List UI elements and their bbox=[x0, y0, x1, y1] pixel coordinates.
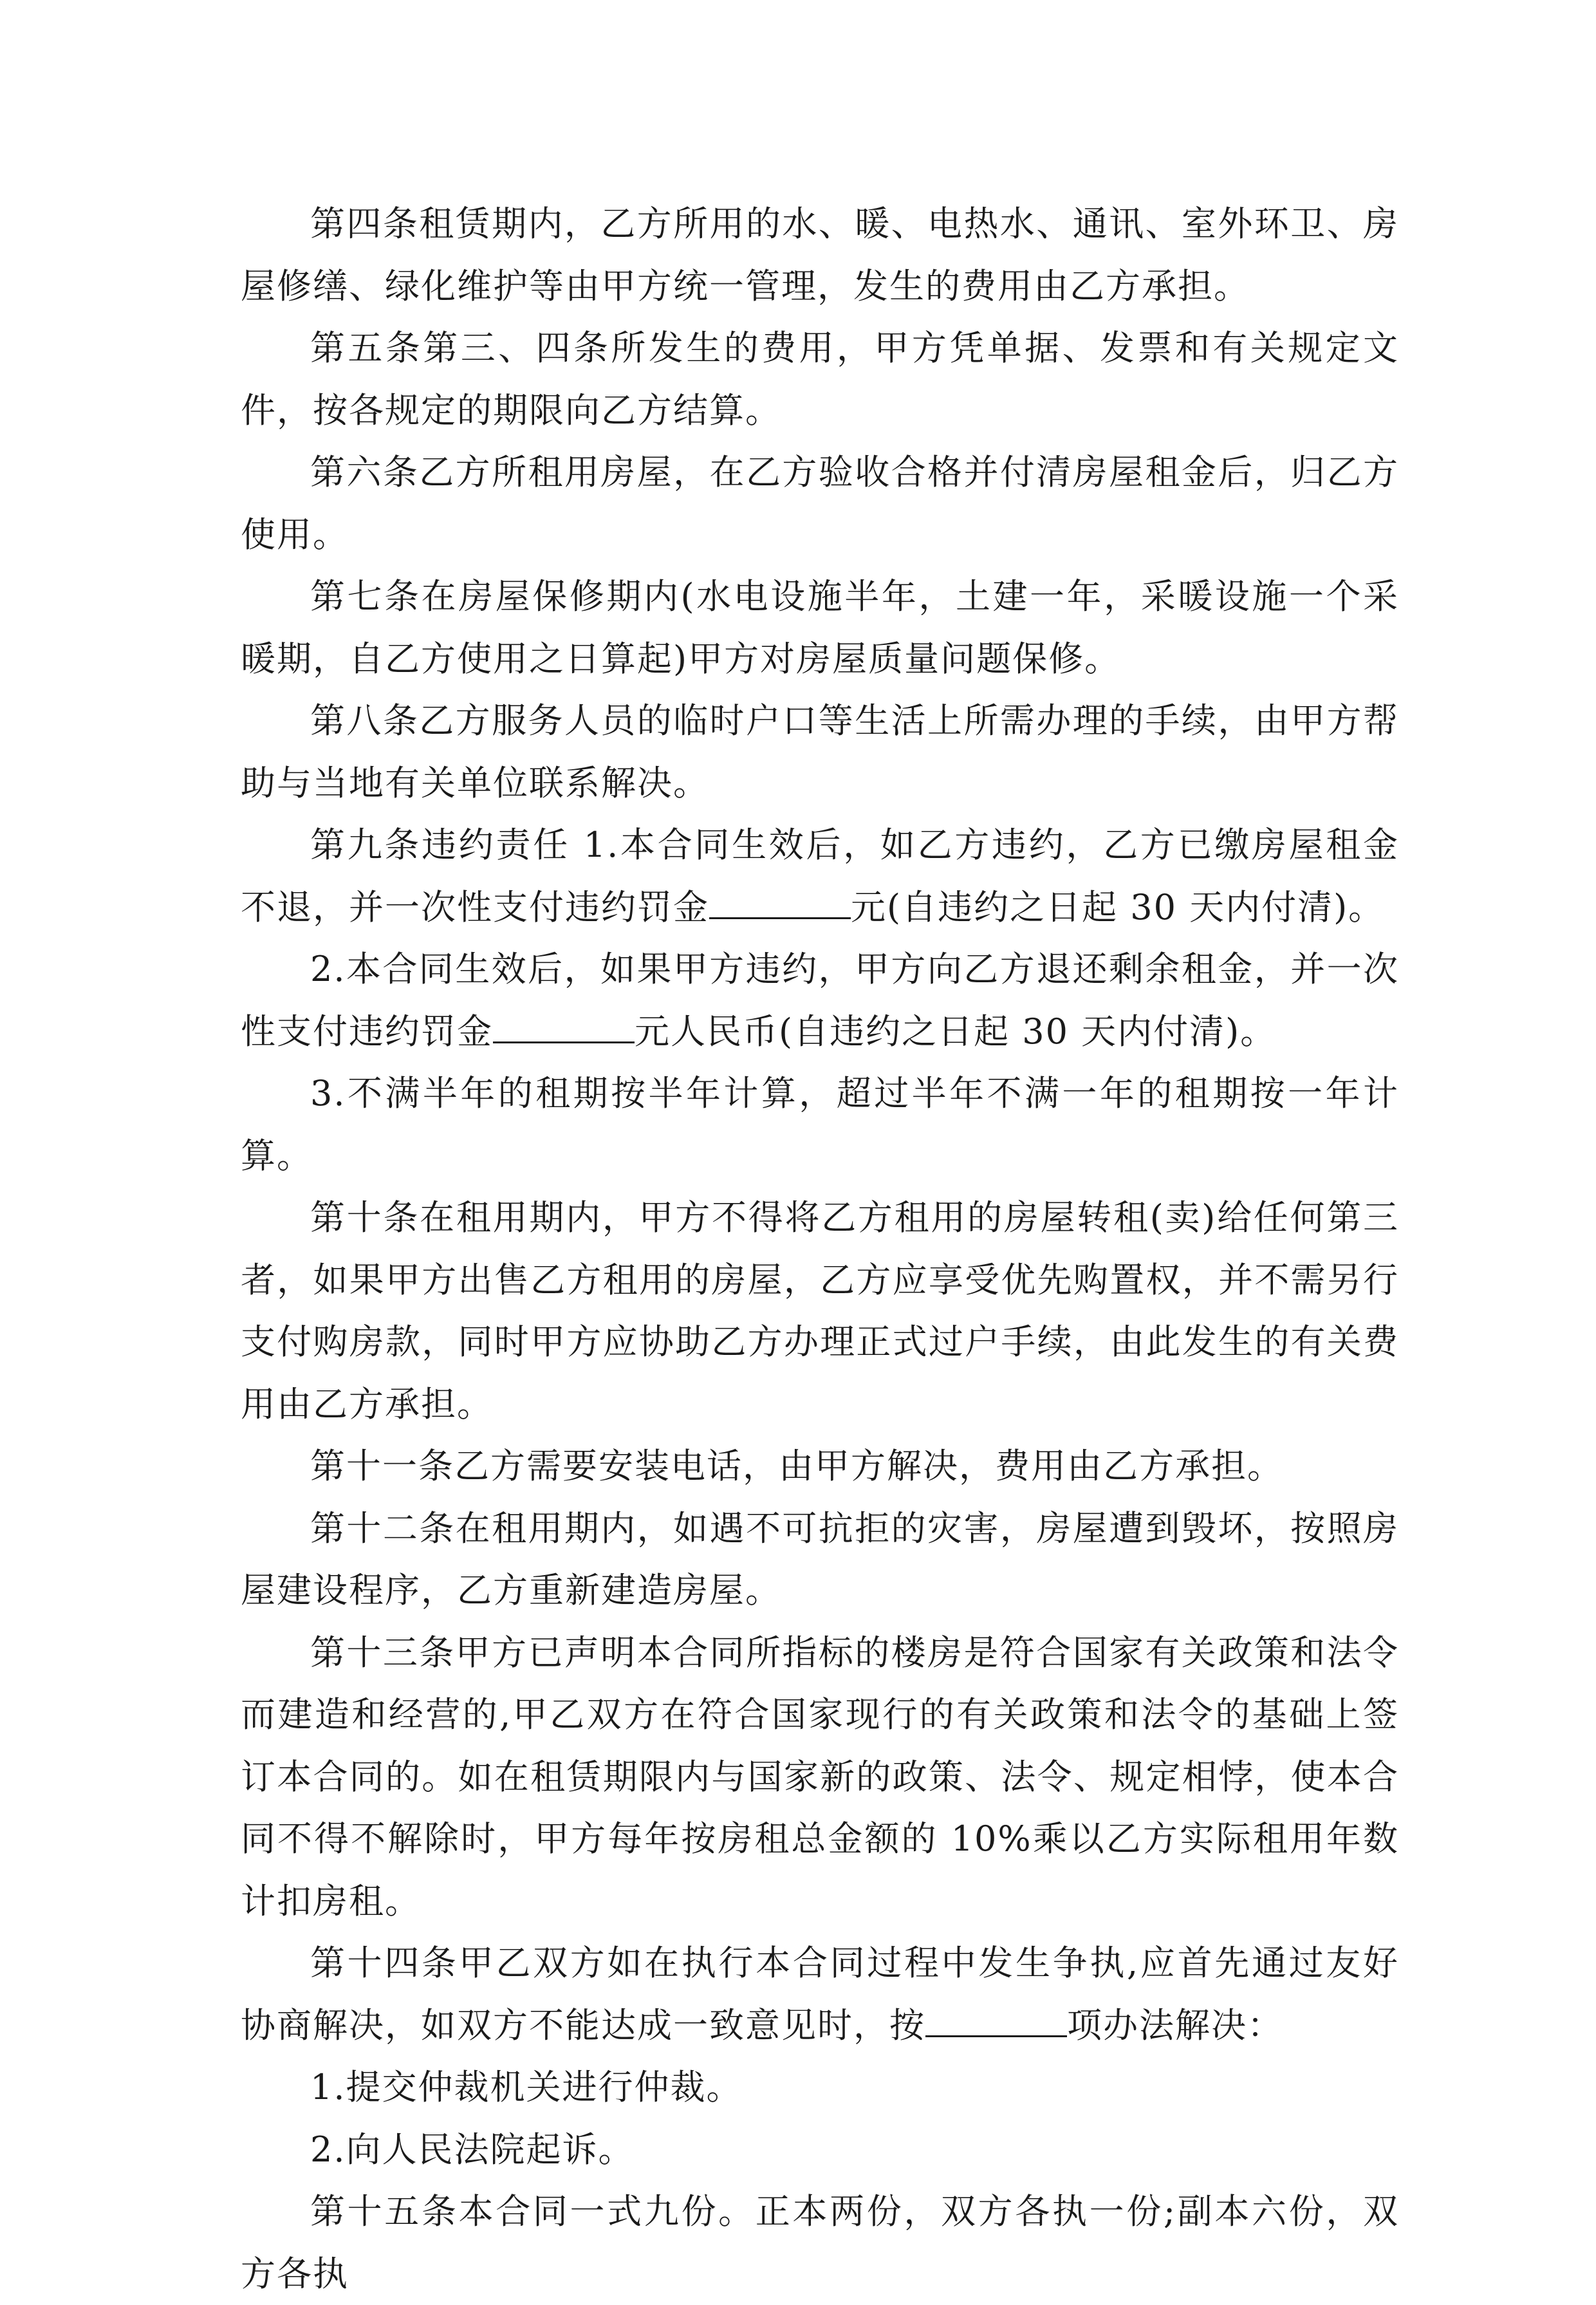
dispute-method-blank bbox=[925, 2004, 1067, 2037]
clause-9-item-2-before: 2.本合同生效后，如果甲方违约，甲方向乙方退还剩余租金，并一次性支付违约罚金 bbox=[241, 949, 1399, 1052]
contract-body bbox=[241, 193, 1399, 2305]
clause-9-item-1 bbox=[241, 814, 1399, 938]
clause-14 bbox=[241, 1932, 1399, 2057]
clause-14-after: 项办法解决： bbox=[1067, 2004, 1283, 2046]
clause-9-text-before: 第九条违约责任 1.本合同生效后，如乙方违约，乙方已缴房屋租金不退，并一次性支付违约罚金 bbox=[241, 825, 1399, 928]
clause-9-item-3: 3.不满半年的租期按半年计算，超过半年不满一年的租期按一年计算。 bbox=[241, 1073, 1399, 1176]
clause-8: 第八条乙方服务人员的临时户口等生活上所需办理的手续，由甲方帮助与当地有关单位联系解决。 bbox=[241, 700, 1399, 803]
clause-9-text-after: 元(自违约之日起 30 天内付清)。 bbox=[851, 886, 1385, 928]
clause-4: 第四条租赁期内，乙方所用的水、暖、电热水、通讯、室外环卫、房屋修缮、绿化维护等由甲方统一管理，发生的费用由乙方承担。 bbox=[241, 203, 1399, 306]
penalty-amount-blank bbox=[709, 886, 851, 919]
clause-14-option-2: 2.向人民法院起诉。 bbox=[310, 2129, 635, 2170]
clause-11: 第十一条乙方需要安装电话，由甲方解决，费用由乙方承担。 bbox=[310, 1446, 1283, 1486]
clause-6: 第六条乙方所租用房屋，在乙方验收合格并付清房屋租金后，归乙方使用。 bbox=[241, 452, 1399, 555]
clause-5: 第五条第三、四条所发生的费用，甲方凭单据、发票和有关规定文件，按各规定的期限向乙方结算。 bbox=[241, 328, 1399, 431]
clause-9-item-2-after: 元人民币(自违约之日起 30 天内付清)。 bbox=[635, 1011, 1277, 1052]
clause-13: 第十三条甲方已声明本合同所指标的楼房是符合国家有关政策和法令而建造和经营的,甲乙双方在符合国家现行的有关政策和法令的基础上签订本合同的。如在租赁期限内与国家新的政策、法令、规定相悖，使本合同不得不解除时，甲方每年按房租总金额的 10%乘以乙方实际租用年数计扣房租。 bbox=[241, 1632, 1399, 1921]
clause-9-item-2 bbox=[241, 938, 1399, 1063]
clause-14-option-1: 1.提交仲裁机关进行仲裁。 bbox=[310, 2067, 743, 2107]
clause-7: 第七条在房屋保修期内(水电设施半年，土建一年，采暖设施一个采暖期，自乙方使用之日算起)甲方对房屋质量问题保修。 bbox=[241, 576, 1399, 679]
clause-14-before: 第十四条甲乙双方如在执行本合同过程中发生争执,应首先通过友好协商解决，如双方不能达成一致意见时，按 bbox=[241, 1943, 1399, 2046]
penalty-rmb-blank bbox=[493, 1011, 635, 1043]
clause-10: 第十条在租用期内，甲方不得将乙方租用的房屋转租(卖)给任何第三者，如果甲方出售乙方租用的房屋，乙方应享受优先购置权，并不需另行支付购房款，同时甲方应协助乙方办理正式过户手续，由此发生的有关费用由乙方承担。 bbox=[241, 1197, 1399, 1424]
clause-15: 第十五条本合同一式九份。正本两份，双方各执一份;副本六份，双方各执 bbox=[241, 2191, 1399, 2294]
clause-12: 第十二条在租用期内，如遇不可抗拒的灾害，房屋遭到毁坏，按照房屋建设程序，乙方重新建造房屋。 bbox=[241, 1507, 1399, 1610]
